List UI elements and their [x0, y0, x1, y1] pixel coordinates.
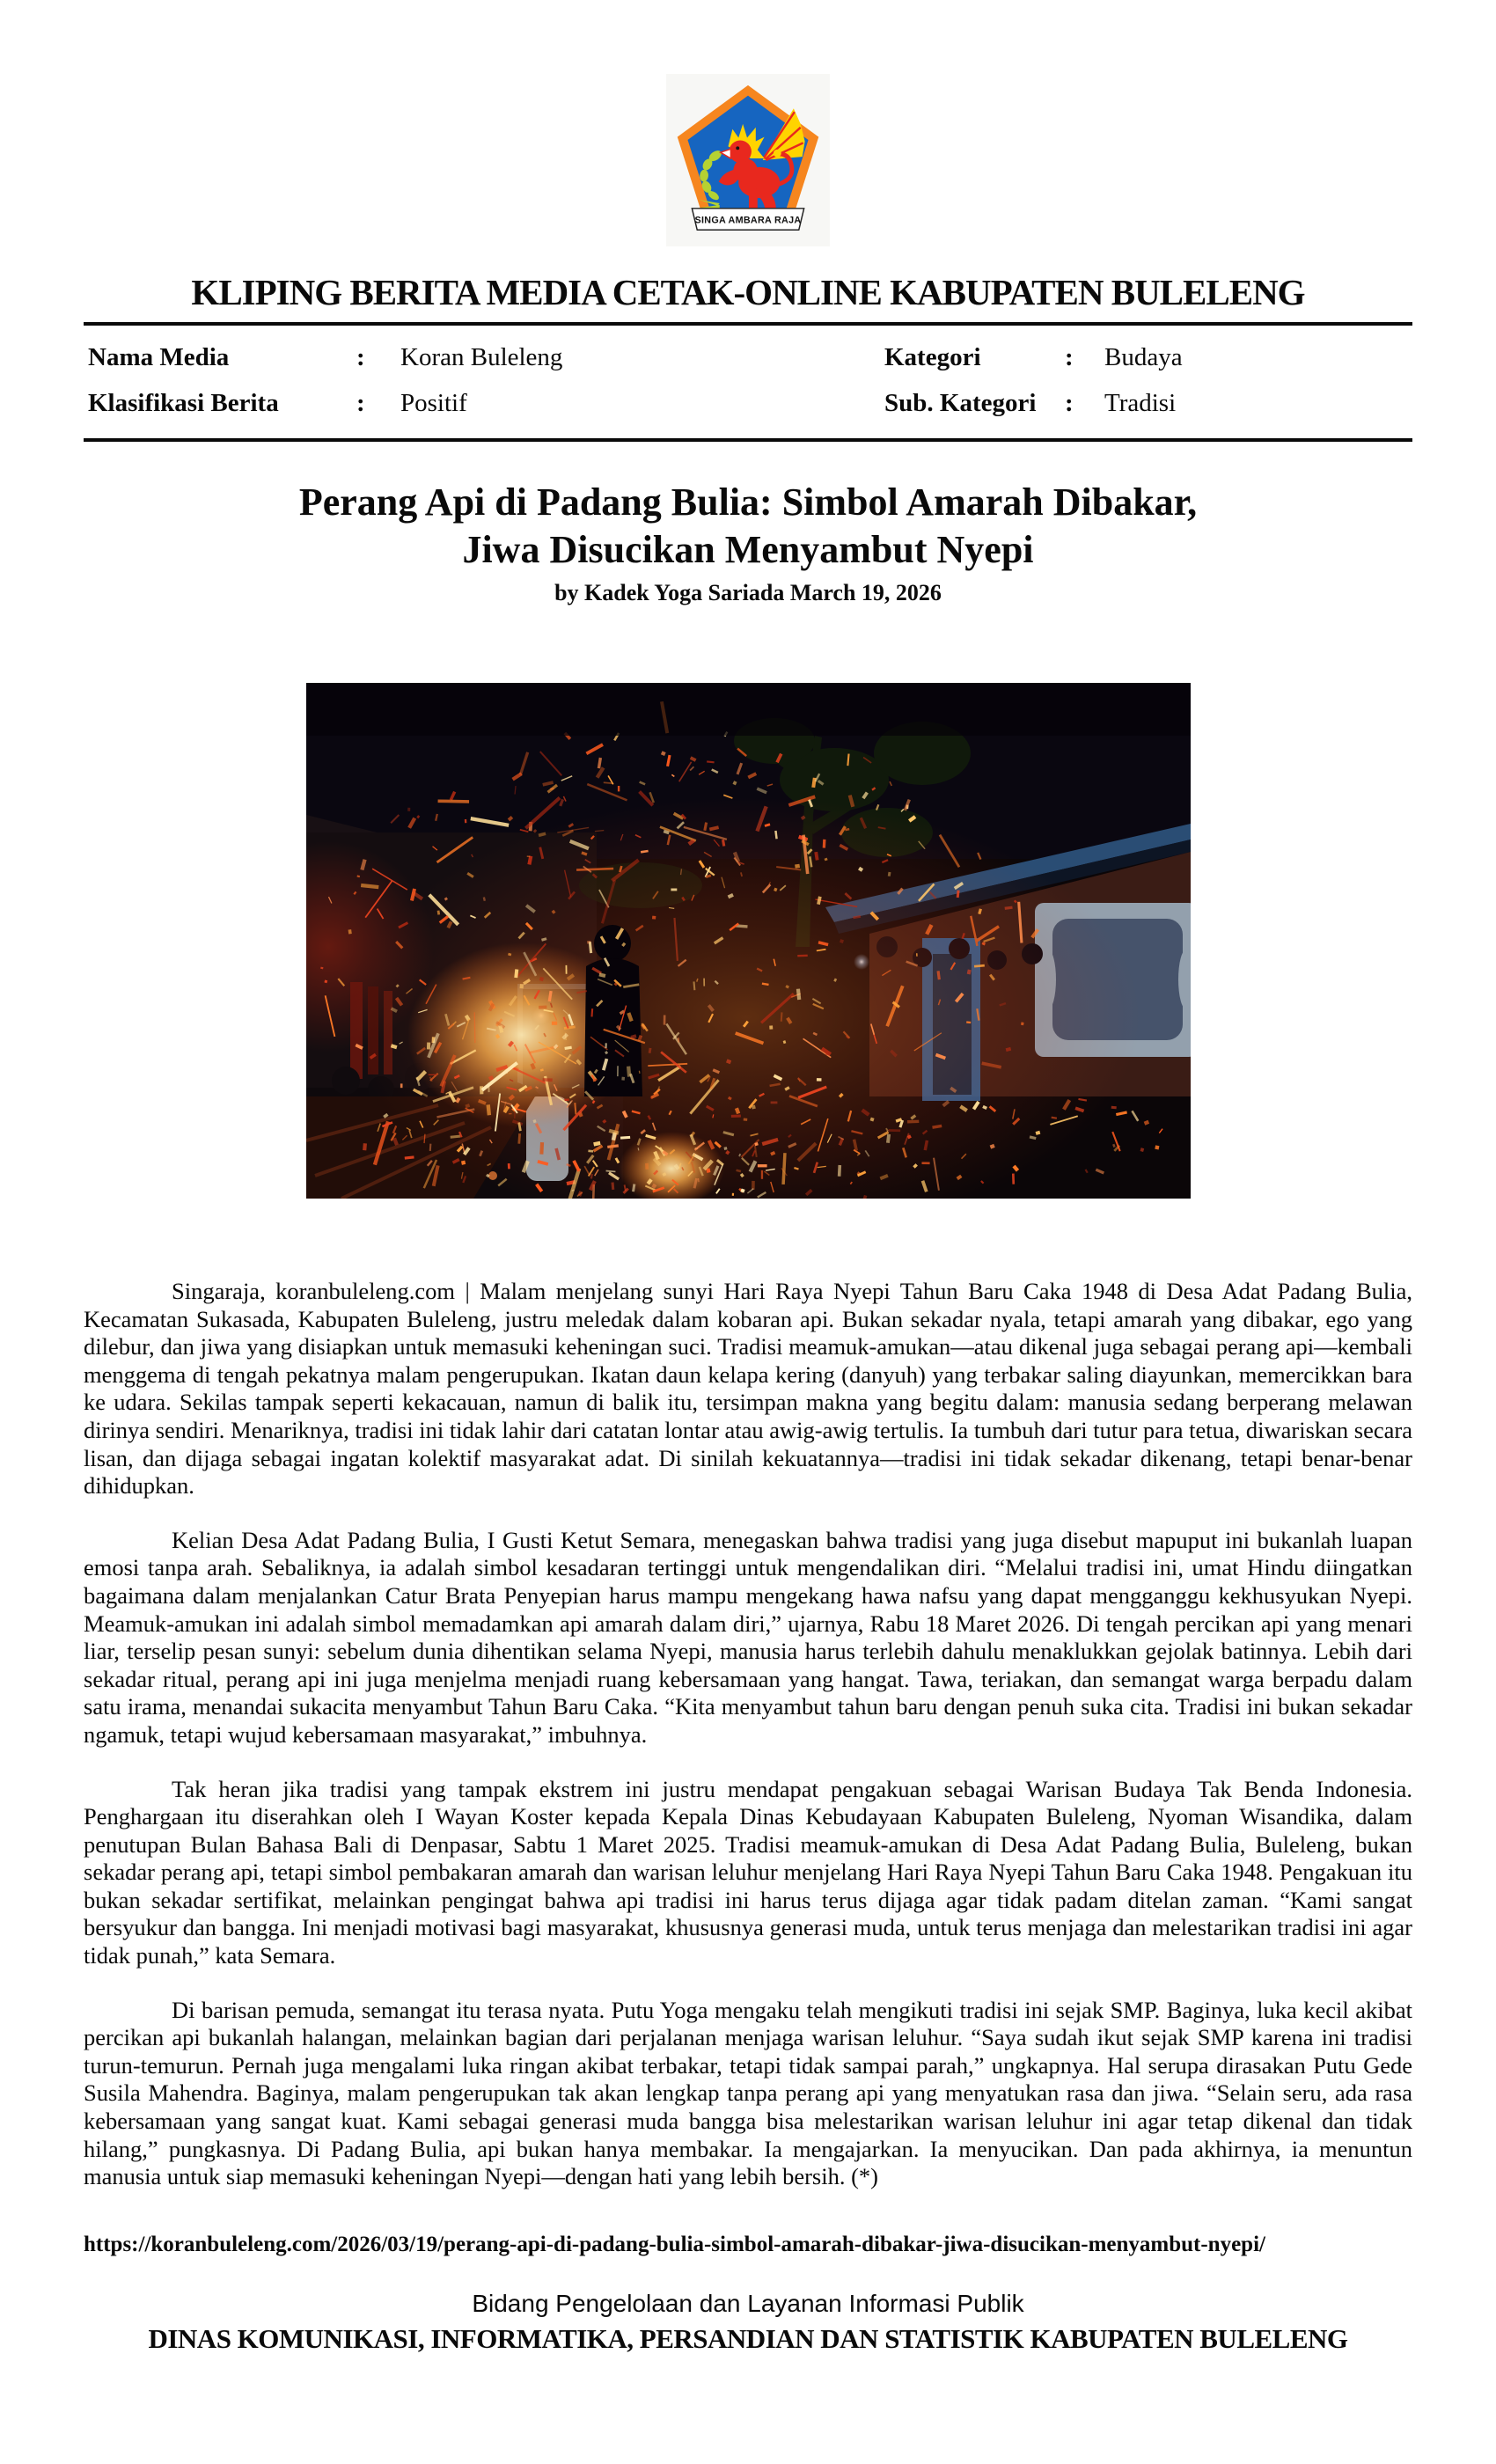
article-title-line1: Perang Api di Padang Bulia: Simbol Amarah Dibakar,: [298, 480, 1198, 524]
source-url: https://koranbuleleng.com/2026/03/19/perang-api-di-padang-bulia-simbol-amarah-dibakar-jiwa-disucikan-menyambut-nyepi/: [84, 2232, 1265, 2256]
kategori-value: Budaya: [1104, 343, 1183, 371]
nama-media-label: Nama Media: [88, 343, 230, 371]
colon: :: [1065, 389, 1074, 417]
article-byline: by Kadek Yoga Sariada March 19, 2026: [554, 580, 942, 605]
klasifikasi-label: Klasifikasi Berita: [88, 389, 279, 417]
article-title-line2: Jiwa Disucikan Menyambut Nyepi: [462, 528, 1034, 571]
page-content: [84, 271, 1412, 2258]
article-title: [84, 479, 1412, 574]
article-paragraph: Di barisan pemuda, semangat itu terasa nyata. Putu Yoga mengaku telah mengikuti tradisi ini sejak SMP. Baginya, luka kecil akibat percikan api bukanlah halangan, melainkan bagian dari perjalanan menjaga warisan leluhur. “Saya sudah ikut sejak SMP karena ini tradisi turun-temurun. Pernah juga mengalami luka ringan akibat terbakar, tetapi tidak sampai parah,” ungkapnya. Hal serupa dirasakan Putu Gede Susila Mahendra. Baginya, malam pengerupukan tak akan lengkap tanpa perang api yang menyatukan rasa dan jiwa. “Selain seru, ada rasa kebersamaan yang sangat kuat. Kami sebagai generasi muda bangga bisa melestarikan warisan leluhur ini agar tetap dikenal dan tidak hilang,” pungkasnya. Di Padang Bulia, api bukan hanya membakar. Ia mengajarkan. Ia menyucikan. Dan pada akhirnya, ia menuntun manusia untuk siap memasuki keheningan Nyepi—dengan hati yang lebih bersih. (*): [84, 1996, 1412, 2190]
sub-kategori-value: Tradisi: [1104, 389, 1177, 417]
buleleng-regency-logo: [666, 74, 830, 246]
meta-table: [84, 326, 1412, 438]
logo-banner-text: SINGA AMBARA RAJA: [694, 215, 802, 226]
nama-media-value: Koran Buleleng: [400, 343, 563, 371]
klasifikasi-value: Positif: [400, 389, 467, 417]
article-paragraph: Kelian Desa Adat Padang Bulia, I Gusti Ketut Semara, menegaskan bahwa tradisi yang juga disebut mapuput ini bukanlah luapan emosi tanpa arah. Sebaliknya, ia adalah simbol kesadaran tertinggi untuk mengendalikan diri. “Melalui tradisi ini, umat Hindu diingatkan bagaimana dalam menjalankan Catur Brata Penyepian harus mampu mengekang hawa nafsu yang dapat mengganggu kekhusyukan Nyepi. Meamuk-amukan ini adalah simbol memadamkan api amarah dalam diri,” ujarnya, Rabu 18 Maret 2026. Di tengah percikan api yang menari liar, terselip pesan sunyi: sebelum dunia dihentikan selama Nyepi, manusia harus terlebih dahulu menaklukkan gejolak batinnya. Lebih dari sekadar ritual, perang api ini juga menjelma menjadi ruang kebersamaan yang hangat. Tawa, teriakan, dan semangat warga berpadu dalam satu irama, menandai sukacita menyambut Tahun Baru Caka. “Kita menyambut tahun baru dengan penuh suka cita. Tradisi ini bukan sekadar ngamuk, tetapi wujud kebersamaan masyarakat,” imbuhnya.: [84, 1526, 1412, 1748]
logo-banner: [692, 209, 803, 230]
article-body: [84, 1278, 1412, 2191]
photo-vignette: [306, 683, 1191, 736]
article-photo: [306, 683, 1191, 1199]
meta-row-2: [84, 380, 1412, 426]
colon: :: [1065, 343, 1074, 371]
kategori-label: Kategori: [884, 343, 981, 371]
sub-kategori-label: Sub. Kategori: [884, 389, 1037, 417]
colon: :: [356, 389, 365, 417]
page-title: KLIPING BERITA MEDIA CETAK-ONLINE KABUPATEN BULELENG: [191, 272, 1305, 312]
divider-meta-bottom: [84, 438, 1412, 442]
buleleng-crest-graphic: [666, 74, 830, 246]
article-paragraph: Tak heran jika tradisi yang tampak ekstrem ini justru mendapat pengakuan sebagai Warisan Budaya Tak Benda Indonesia. Penghargaan itu diserahkan oleh I Wayan Koster kepada Kepala Dinas Kebudayaan Kabupaten Buleleng, Nyoman Wisandika, dalam penutupan Bulan Bahasa Bali di Denpasar, Sabtu 1 Maret 2025. Tradisi meamuk-amukan di Desa Adat Padang Bulia, Buleleng, bukan sekadar perang api, tetapi simbol pembakaran amarah dan warisan leluhur menjelang Hari Raya Nyepi Tahun Baru Caka 1948. Pengakuan itu bukan sekadar sertifikat, melainkan pengingat bahwa api tradisi ini harus terus dijaga agar tidak padam ditelan zaman. “Kami sangat bersyukur dan bangga. Ini menjadi motivasi bagi masyarakat, khususnya generasi muda, untuk terus menjaga dan melestarikan tradisi ini agar tidak punah,” kata Semara.: [84, 1775, 1412, 1969]
article-paragraph: Singaraja, koranbuleleng.com | Malam menjelang sunyi Hari Raya Nyepi Tahun Baru Caka 1948 di Desa Adat Padang Bulia, Kecamatan Sukasada, Kabupaten Buleleng, justru meledak dalam kobaran api. Bukan sekadar nyala, tetapi amarah yang dibakar, ego yang dilebur, dan jiwa yang disiapkan untuk memasuki keheningan suci. Tradisi meamuk-amukan—atau dikenal juga sebagai perang api—kembali menggema di tengah pekatnya malam pengerupukan. Ikatan daun kelapa kering (danyuh) yang terbakar saling diayunkan, memercikkan bara ke udara. Sekilas tampak seperti kekacauan, namun di balik itu, tersimpan makna yang begitu dalam: manusia sedang berperang melawan dirinya sendiri. Menariknya, tradisi ini tidak lahir dari catatan lontar atau awig-awig tertulis. Ia tumbuh dari tutur para tetua, diwariskan secara lisan, dan dijaga sebagai ingatan kolektif masyarakat adat. Di sinilah kekuatannya—tradisi ini tidak sekadar dikenang, tetapi benar-benar dihidupkan.: [84, 1278, 1412, 1500]
meta-row-1: [84, 334, 1412, 380]
logo-wrap: [0, 0, 1496, 246]
footer-dinas-line: DINAS KOMUNIKASI, INFORMATIKA, PERSANDIAN DAN STATISTIK KABUPATEN BULELENG: [148, 2323, 1348, 2354]
footer-bidang-line: Bidang Pengelolaan dan Layanan Informasi Publik: [472, 2290, 1024, 2317]
page-footer: [0, 2288, 1496, 2357]
colon: :: [356, 343, 365, 371]
